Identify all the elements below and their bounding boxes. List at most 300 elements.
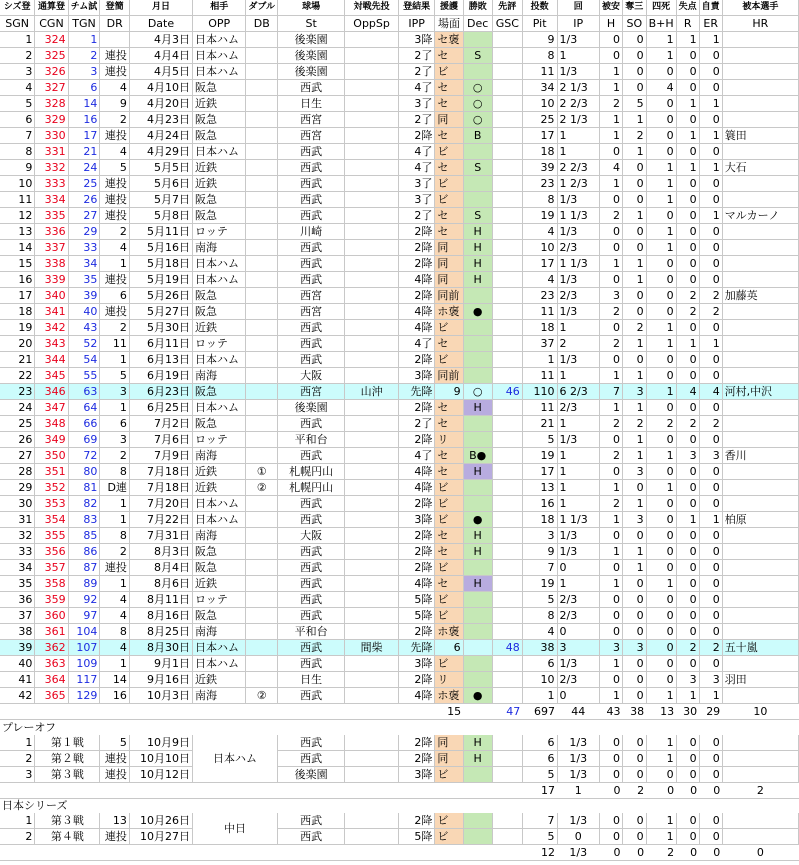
column-header-jp: 四死	[646, 0, 676, 16]
total-hr: 10	[722, 704, 798, 720]
cell	[492, 528, 522, 544]
cell: 2了	[398, 64, 434, 80]
cell: 17	[522, 464, 557, 480]
cell	[246, 672, 278, 688]
cell: 大阪	[278, 528, 345, 544]
cell: 阪急	[193, 128, 246, 144]
cell	[345, 480, 399, 496]
cell	[722, 176, 798, 192]
cell: 西宮	[278, 384, 345, 400]
spacer	[100, 845, 130, 861]
cell: 2降	[398, 240, 434, 256]
cell	[345, 288, 399, 304]
cell	[492, 288, 522, 304]
cell: 8	[100, 464, 130, 480]
cell: 西宮	[278, 288, 345, 304]
cell: 0	[622, 32, 646, 48]
cell	[722, 829, 798, 845]
decision-cell: H	[463, 528, 492, 544]
cell	[345, 304, 399, 320]
cell: 0	[622, 48, 646, 64]
cell: ロッテ	[193, 336, 246, 352]
table-row	[0, 448, 799, 464]
cell: 0	[622, 688, 646, 704]
cell	[345, 656, 399, 672]
cell: 334	[35, 192, 68, 208]
cell: セ	[435, 160, 463, 176]
cell	[246, 656, 278, 672]
decision-cell	[463, 656, 492, 672]
decision-cell: ●	[463, 688, 492, 704]
cell: 10月26日	[129, 813, 192, 829]
cell: 近鉄	[193, 96, 246, 112]
cell: 日本ハム	[193, 32, 246, 48]
cell	[246, 112, 278, 128]
cell: 340	[35, 288, 68, 304]
cell	[492, 304, 522, 320]
cell: 1/3	[557, 544, 599, 560]
cell: 1/3	[557, 432, 599, 448]
cell	[345, 528, 399, 544]
cell: 2降	[398, 288, 434, 304]
cell: 阪急	[193, 608, 246, 624]
cell: 0	[646, 608, 676, 624]
spacer	[492, 782, 522, 798]
cell: 西武	[278, 80, 345, 96]
cell: 326	[35, 64, 68, 80]
cell: D連	[100, 480, 130, 496]
cell: 連投	[100, 208, 130, 224]
cell: 1	[676, 96, 699, 112]
cell: 17	[522, 128, 557, 144]
cell: 25	[522, 112, 557, 128]
cell: 2	[699, 640, 722, 656]
cell: 1	[557, 464, 599, 480]
cell: 0	[699, 624, 722, 640]
cell: 4降	[398, 480, 434, 496]
cell: 2降	[398, 256, 434, 272]
cell: 0	[557, 560, 599, 576]
cell: 5月6日	[129, 176, 192, 192]
cell: ホ褒	[435, 688, 463, 704]
cell: 0	[699, 144, 722, 160]
cell	[492, 560, 522, 576]
header-row-en	[0, 16, 799, 32]
cell: 南海	[193, 624, 246, 640]
table-row	[0, 128, 799, 144]
cell: 3	[676, 448, 699, 464]
cell: 0	[646, 528, 676, 544]
cell	[345, 320, 399, 336]
cell: 0	[599, 624, 622, 640]
cell	[492, 576, 522, 592]
table-row	[0, 512, 799, 528]
spacer	[129, 845, 192, 861]
cell: 1	[622, 144, 646, 160]
cell: 3	[0, 64, 35, 80]
cell: セ	[435, 128, 463, 144]
cell: 阪急	[193, 288, 246, 304]
cell: 2了	[398, 48, 434, 64]
cell: 7	[522, 813, 557, 829]
spacer	[398, 782, 434, 798]
cell: 23	[522, 288, 557, 304]
cell: 0	[699, 735, 722, 751]
cell: 8月4日	[129, 560, 192, 576]
column-header-jp: 被本選手	[722, 0, 798, 16]
cell: 34	[0, 560, 35, 576]
cell: 4降	[398, 272, 434, 288]
cell: 0	[599, 813, 622, 829]
cell	[345, 80, 399, 96]
cell	[345, 128, 399, 144]
cell: 345	[35, 368, 68, 384]
cell	[246, 304, 278, 320]
cell: 1	[557, 128, 599, 144]
cell: 日生	[278, 96, 345, 112]
cell: 332	[35, 160, 68, 176]
total-bh: 2	[646, 845, 676, 861]
column-header-jp: 回	[557, 0, 599, 16]
total-so: 38	[622, 704, 646, 720]
cell: 13	[0, 224, 35, 240]
cell: 2/3	[557, 288, 599, 304]
cell: 0	[676, 496, 699, 512]
cell: 33	[0, 544, 35, 560]
cell: 阪急	[193, 192, 246, 208]
cell	[345, 336, 399, 352]
column-header: R	[676, 16, 699, 32]
cell: 2降	[398, 624, 434, 640]
cell: 1	[599, 80, 622, 96]
cell: ロッテ	[193, 592, 246, 608]
cell: 0	[622, 592, 646, 608]
cell: 353	[35, 496, 68, 512]
cell	[246, 400, 278, 416]
cell: 23	[0, 384, 35, 400]
cell: 0	[699, 112, 722, 128]
cell: 6	[522, 656, 557, 672]
cell: 348	[35, 416, 68, 432]
spacer	[246, 845, 278, 861]
cell: 0	[699, 192, 722, 208]
cell: 1 2/3	[557, 176, 599, 192]
table-row	[0, 304, 799, 320]
cell: 0	[699, 528, 722, 544]
cell	[246, 496, 278, 512]
cell: 4月23日	[129, 112, 192, 128]
cell: 日本ハム	[193, 512, 246, 528]
cell: 0	[646, 672, 676, 688]
cell: 3	[622, 512, 646, 528]
cell	[492, 160, 522, 176]
cell: 0	[699, 320, 722, 336]
cell	[722, 80, 798, 96]
cell: 2	[699, 304, 722, 320]
cell: 連投	[100, 64, 130, 80]
spacer	[193, 782, 246, 798]
cell: 2降	[398, 735, 434, 751]
cell	[492, 512, 522, 528]
cell	[345, 400, 399, 416]
cell: 西武	[278, 240, 345, 256]
cell	[492, 368, 522, 384]
column-header-jp: ダブル	[246, 0, 278, 16]
decision-cell: B	[463, 128, 492, 144]
cell: 10	[0, 176, 35, 192]
cell	[345, 256, 399, 272]
cell	[722, 813, 798, 829]
total-so: 0	[622, 845, 646, 861]
cell: セ	[435, 400, 463, 416]
cell: 1	[622, 400, 646, 416]
table-row	[0, 240, 799, 256]
cell: 0	[699, 496, 722, 512]
cell: 4了	[398, 144, 434, 160]
cell: 37	[522, 336, 557, 352]
cell	[345, 416, 399, 432]
cell: 40	[68, 304, 100, 320]
cell: 5月5日	[129, 160, 192, 176]
cell: 86	[68, 544, 100, 560]
cell: 2	[599, 208, 622, 224]
table-row	[0, 384, 799, 400]
cell: 南海	[193, 688, 246, 704]
cell: 1	[599, 544, 622, 560]
decision-cell: H	[463, 272, 492, 288]
cell: ①	[246, 464, 278, 480]
spacer	[435, 845, 463, 861]
cell: 1/3	[557, 224, 599, 240]
total-h: 0	[599, 782, 622, 798]
cell	[345, 464, 399, 480]
cell: 25	[68, 176, 100, 192]
cell: 連投	[100, 304, 130, 320]
cell: 361	[35, 624, 68, 640]
cell: ホ褒	[435, 304, 463, 320]
cell: 0	[557, 688, 599, 704]
cell: 0	[676, 112, 699, 128]
cell: 8	[100, 624, 130, 640]
cell: 2	[599, 496, 622, 512]
total-so: 2	[622, 782, 646, 798]
cell	[492, 464, 522, 480]
cell: 西武	[278, 320, 345, 336]
cell: 0	[699, 432, 722, 448]
cell: 83	[68, 512, 100, 528]
decision-cell: ●	[463, 512, 492, 528]
table-row	[0, 160, 799, 176]
cell: 0	[646, 624, 676, 640]
cell: 7	[522, 560, 557, 576]
spacer	[398, 704, 434, 720]
cell	[492, 400, 522, 416]
table-row	[0, 829, 799, 845]
cell: 4	[100, 80, 130, 96]
cell	[345, 32, 399, 48]
cell: 15	[0, 256, 35, 272]
cell: 1	[646, 384, 676, 400]
cell: 1	[599, 480, 622, 496]
cell: 1	[676, 32, 699, 48]
cell: 5月19日	[129, 272, 192, 288]
cell: 西宮	[278, 304, 345, 320]
cell: 0	[622, 192, 646, 208]
cell: 1	[100, 496, 130, 512]
decision-cell: ○	[463, 384, 492, 400]
cell: 第２戦	[35, 750, 100, 766]
cell: 333	[35, 176, 68, 192]
cell: 25	[0, 416, 35, 432]
cell	[345, 735, 399, 751]
cell: 3	[622, 384, 646, 400]
cell: 6	[522, 750, 557, 766]
cell: 2降	[398, 750, 434, 766]
cell: 1	[557, 576, 599, 592]
cell	[722, 480, 798, 496]
cell: 1	[100, 400, 130, 416]
cell: 359	[35, 592, 68, 608]
cell: 2	[599, 304, 622, 320]
cell: 西武	[278, 750, 345, 766]
column-header-jp: チム試	[68, 0, 100, 16]
column-header: SO	[622, 16, 646, 32]
cell	[492, 608, 522, 624]
spacer	[345, 845, 399, 861]
cell: ビ	[435, 192, 463, 208]
cell	[246, 432, 278, 448]
cell: 0	[599, 432, 622, 448]
cell: 0	[676, 576, 699, 592]
cell: セ	[435, 48, 463, 64]
cell: 11	[522, 64, 557, 80]
cell: 9	[522, 544, 557, 560]
cell: 0	[676, 813, 699, 829]
cell: 平和台	[278, 624, 345, 640]
cell: 3	[100, 384, 130, 400]
cell: 5	[622, 96, 646, 112]
cell: 2了	[398, 112, 434, 128]
cell: 0	[646, 656, 676, 672]
cell: 355	[35, 528, 68, 544]
cell: 328	[35, 96, 68, 112]
cell: ②	[246, 480, 278, 496]
cell: 1	[676, 688, 699, 704]
cell	[492, 496, 522, 512]
cell: 4月24日	[129, 128, 192, 144]
cell: 0	[599, 750, 622, 766]
spacer	[345, 782, 399, 798]
cell: 3降	[398, 766, 434, 782]
cell: 1	[646, 240, 676, 256]
cell	[246, 608, 278, 624]
cell: 連投	[100, 829, 130, 845]
cell: 1	[100, 656, 130, 672]
cell: 18	[0, 304, 35, 320]
cell: 337	[35, 240, 68, 256]
cell: 331	[35, 144, 68, 160]
cell: 2	[100, 224, 130, 240]
cell: 11	[0, 192, 35, 208]
cell: 5月11日	[129, 224, 192, 240]
cell: 同	[435, 750, 463, 766]
cell: 89	[68, 576, 100, 592]
cell: 0	[599, 144, 622, 160]
cell: 阪急	[193, 80, 246, 96]
cell	[722, 192, 798, 208]
cell: 2	[100, 448, 130, 464]
cell: 8	[522, 48, 557, 64]
cell	[246, 352, 278, 368]
cell: ビ	[435, 64, 463, 80]
table-row	[0, 64, 799, 80]
cell: 0	[676, 544, 699, 560]
cell: 1	[100, 256, 130, 272]
cell: 3了	[398, 192, 434, 208]
cell	[246, 416, 278, 432]
cell: 1	[646, 813, 676, 829]
total-ip: 1	[557, 782, 599, 798]
cell: 同前	[435, 368, 463, 384]
cell: 簑田	[722, 128, 798, 144]
cell: 連投	[100, 560, 130, 576]
cell	[722, 240, 798, 256]
table-row	[0, 224, 799, 240]
cell	[492, 480, 522, 496]
cell: 19	[522, 448, 557, 464]
cell: 1	[557, 496, 599, 512]
cell: 0	[646, 64, 676, 80]
cell: 82	[68, 496, 100, 512]
cell: 1/3	[557, 656, 599, 672]
cell: 3	[699, 672, 722, 688]
cell: 0	[699, 80, 722, 96]
cell: 3	[622, 640, 646, 656]
cell: 0	[599, 192, 622, 208]
cell: ビ	[435, 144, 463, 160]
cell: 63	[68, 384, 100, 400]
table-row	[0, 400, 799, 416]
cell: 342	[35, 320, 68, 336]
cell: 6月19日	[129, 368, 192, 384]
cell: 4降	[398, 320, 434, 336]
column-header-jp: 通算登	[35, 0, 68, 16]
cell	[492, 735, 522, 751]
series-total-row	[0, 845, 799, 861]
cell: 4降	[398, 576, 434, 592]
spacer	[345, 704, 399, 720]
cell	[492, 80, 522, 96]
decision-cell	[463, 320, 492, 336]
cell: 0	[699, 576, 722, 592]
cell	[246, 64, 278, 80]
cell: 0	[699, 592, 722, 608]
cell: 41	[0, 672, 35, 688]
spacer	[35, 782, 68, 798]
cell	[492, 544, 522, 560]
cell	[722, 64, 798, 80]
decision-cell	[463, 192, 492, 208]
cell: セ	[435, 448, 463, 464]
cell: 西武	[278, 688, 345, 704]
cell: 17	[0, 288, 35, 304]
cell	[345, 576, 399, 592]
cell: 第１戦	[35, 735, 100, 751]
cell	[345, 368, 399, 384]
cell: 18	[522, 512, 557, 528]
cell: 1/3	[557, 735, 599, 751]
cell	[345, 64, 399, 80]
